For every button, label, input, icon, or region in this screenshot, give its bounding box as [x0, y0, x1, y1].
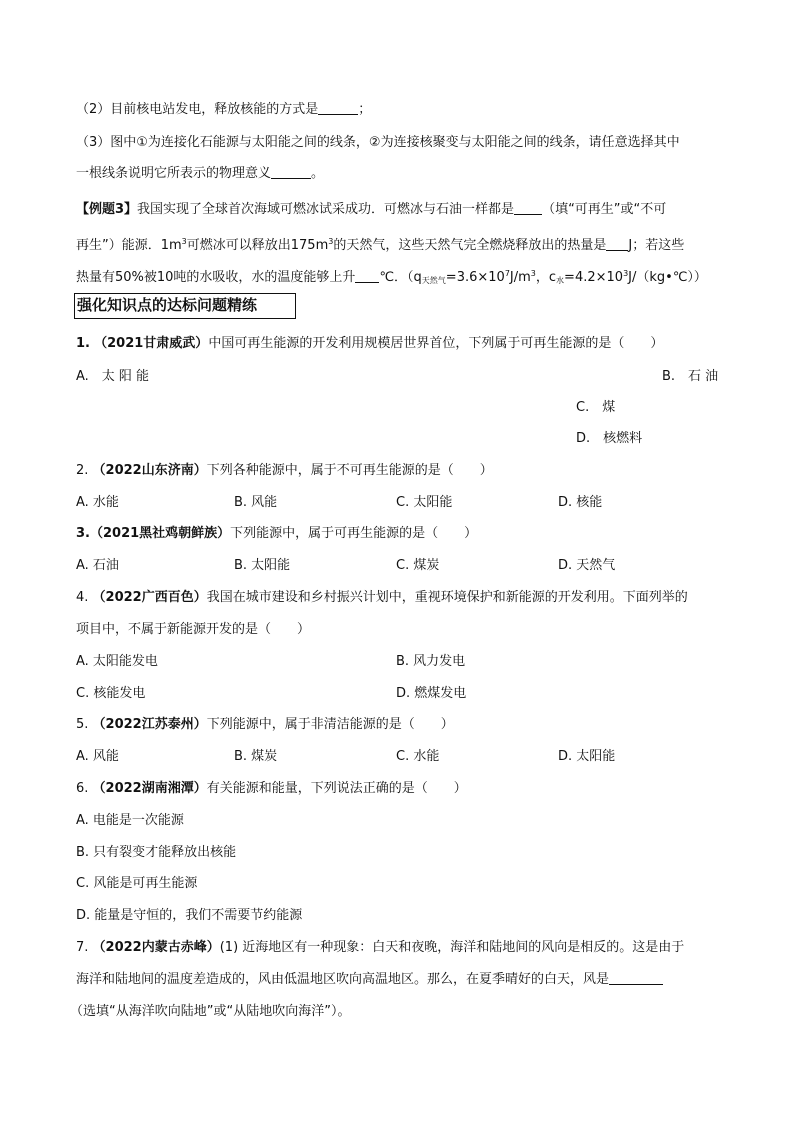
option-d[interactable]: D. 太阳能 — [558, 749, 616, 764]
question-5: 5. （2022江苏泰州）下列能源中，属于非清洁能源的是（ ） — [76, 717, 454, 732]
example3-line-2: 再生”）能源．$1m^3$可燃冰可以释放出$175m^3$的天然气，这些天然气完全燃烧释放出的热量是 J；若这些 — [76, 237, 685, 253]
option-b[interactable]: B. 石 油 — [662, 369, 719, 384]
question-7: 7. （2022内蒙古赤峰）(1) 近海地区有一种现象：白天和夜晚，海洋和陆地间的风向是相反的。这是由于 — [76, 940, 685, 955]
question-2: 2. （2022山东济南）下列各种能源中，属于不可再生能源的是（ ） — [76, 463, 493, 478]
option-a[interactable]: A. 石油 — [76, 558, 119, 573]
option-b[interactable]: B. 只有裂变才能释放出核能 — [76, 845, 237, 860]
question-6: 6. （2022湖南湘潭）有关能源和能量，下列说法正确的是（ ） — [76, 781, 467, 796]
q2-line: （2）目前核电站发电，释放核能的方式是 ； — [76, 102, 372, 117]
option-b[interactable]: B. 煤炭 — [234, 749, 278, 764]
option-a[interactable]: A. 水能 — [76, 495, 119, 510]
option-c[interactable]: C. 太阳能 — [396, 495, 453, 510]
question-7-cont: 海洋和陆地间的温度差造成的，风由低温地区吹向高温地区。那么，在夏季晴好的白天，风是 — [76, 970, 663, 990]
question-7-cont-2: （选填“从海洋吹向陆地”或“从陆地吹向海洋”）。 — [70, 1004, 351, 1019]
option-b[interactable]: B. 风力发电 — [396, 654, 466, 669]
answer-blank[interactable] — [609, 970, 663, 985]
option-d[interactable]: D. 天然气 — [558, 558, 616, 573]
option-a[interactable]: A. 电能是一次能源 — [76, 813, 184, 828]
option-d[interactable]: D. 核燃料 — [576, 431, 643, 446]
option-a[interactable]: A. 风能 — [76, 749, 119, 764]
option-a[interactable]: A. 太阳能发电 — [76, 654, 158, 669]
option-c[interactable]: C. 煤炭 — [396, 558, 440, 573]
answer-blank[interactable] — [606, 236, 628, 251]
answer-blank[interactable] — [318, 100, 358, 115]
question-4: 4. （2022广西百色）我国在城市建设和乡村振兴计划中，重视环境保护和新能源的开发利用。下面列举的 — [76, 590, 688, 605]
option-d[interactable]: D. 核能 — [558, 495, 603, 510]
option-d[interactable]: D. 燃煤发电 — [396, 686, 467, 701]
question-3: 3.（2021黑社鸡朝鲜族）下列能源中，属于可再生能源的是（ ） — [76, 526, 478, 541]
answer-blank[interactable] — [271, 164, 311, 179]
question-1: 1. （2021甘肃威武）中国可再生能源的开发利用规模居世界首位，下列属于可再生能源的是（ ） — [76, 336, 664, 351]
question-4-cont: 项目中，不属于新能源开发的是（ ） — [76, 622, 311, 637]
option-b[interactable]: B. 太阳能 — [234, 558, 291, 573]
option-c[interactable]: C. 煤 — [576, 400, 616, 415]
example-tag: 【例题3】 — [76, 202, 138, 217]
option-b[interactable]: B. 风能 — [234, 495, 278, 510]
section-title: 强化知识点的达标问题精练 — [74, 293, 296, 319]
example3-line-1: 【例题3】我国实现了全球首次海域可燃冰试采成功．可燃冰与石油一样都是 （填“可再生”或“不可 — [76, 202, 667, 217]
option-c[interactable]: C. 核能发电 — [76, 686, 146, 701]
answer-blank[interactable] — [514, 200, 542, 215]
option-d[interactable]: D. 能量是守恒的，我们不需要节约能源 — [76, 908, 303, 923]
answer-blank[interactable] — [355, 268, 379, 283]
q3-line-2: 一根线条说明它所表示的物理意义 。 — [76, 166, 325, 181]
q3-line-1: （3）图中①为连接化石能源与太阳能之间的线条，②为连接核聚变与太阳能之间的线条，请任意选择其中 — [76, 135, 680, 150]
option-a[interactable]: A. 太 阳 能 — [76, 369, 150, 384]
option-c[interactable]: C. 水能 — [396, 749, 440, 764]
option-c[interactable]: C. 风能是可再生能源 — [76, 876, 198, 891]
example3-line-3: 热量有50%被10吨的水吸收，水的温度能够上升 ℃．（$q_{天然气}=3.6\times 10^7J/m^3$，$c_水=4.2\times 10^3J/(kg•℃)$） — [76, 269, 707, 285]
